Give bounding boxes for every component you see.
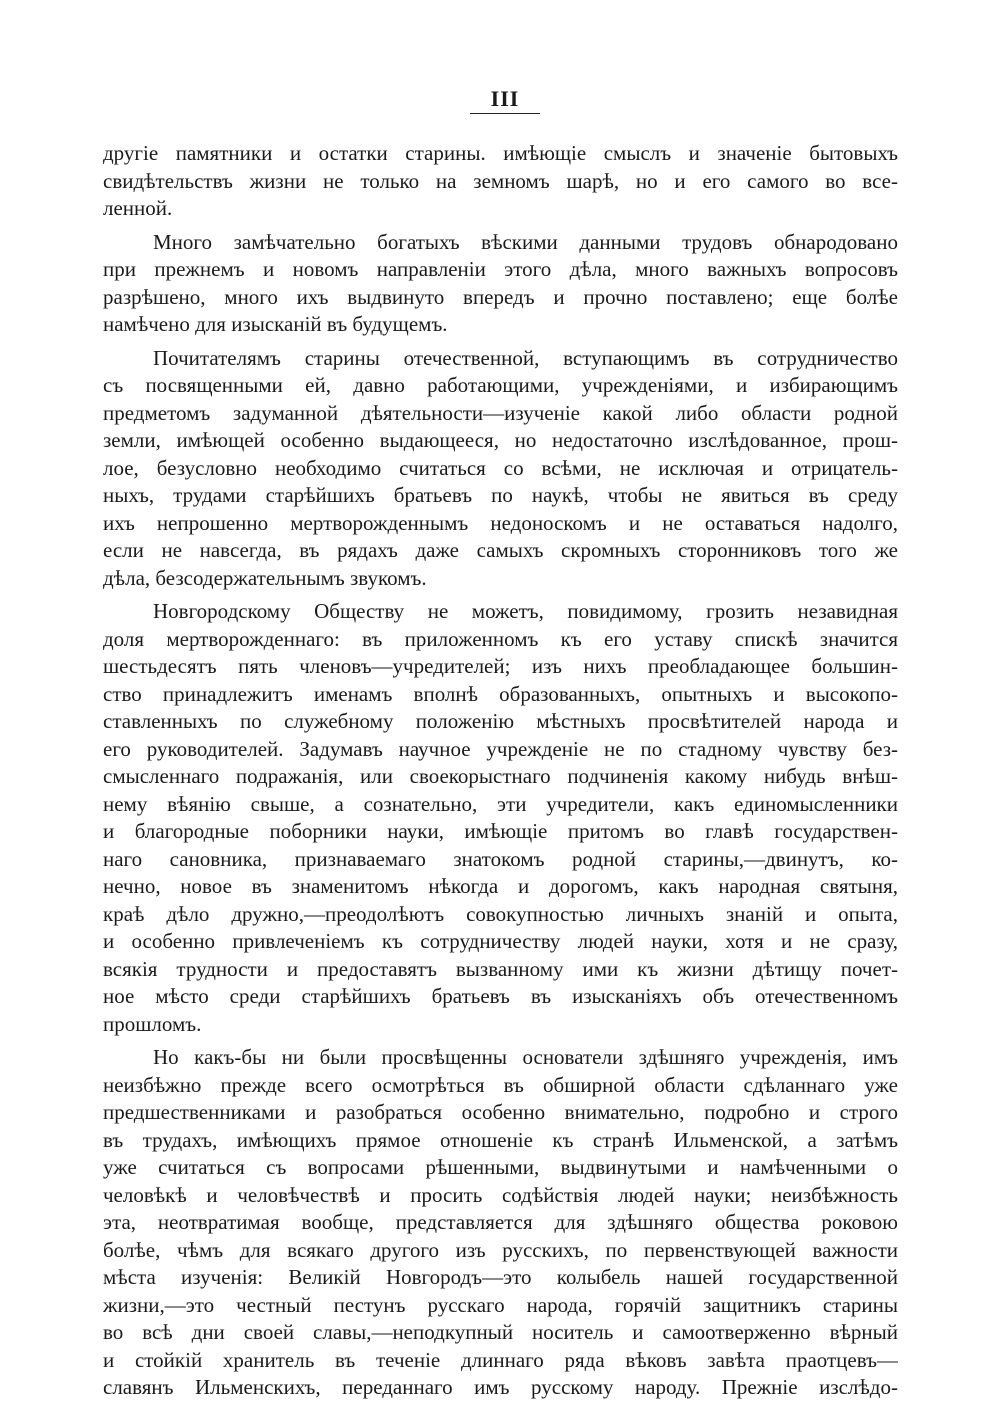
body-text — [103, 140, 898, 1402]
text-line: нечно, новое въ знаменитомъ нѣкогда и дорогомъ, какъ народная святыня, — [103, 874, 898, 898]
text-line: смысленнаго подражанія, или своекорыстнаго подчиненія какому нибудь внѣш- — [103, 764, 898, 788]
text-line: съ посвященными ей, давно работающими, учрежденіями, и избирающимъ — [103, 373, 898, 397]
paragraph — [103, 1044, 898, 1402]
text-line: Новгородскому Обществу не можетъ, повидимому, грозить незавидная — [153, 599, 898, 623]
text-line: его руководителей. Задумавъ научное учрежденіе не по стадному чувству без- — [103, 736, 898, 761]
text-line: разрѣшено, много ихъ выдвинуто впередъ и прочно поставлено; еще болѣе — [103, 284, 898, 309]
paragraph — [103, 345, 898, 593]
paragraph — [103, 598, 898, 1038]
paragraph — [103, 229, 898, 339]
text-line: ное мѣсто среди старѣйшихъ братьевъ въ изысканіяхъ объ отечественномъ — [103, 984, 898, 1008]
text-line: болѣе, чѣмъ для всякаго другого изъ русскихъ, по первенствующей важности — [103, 1237, 898, 1262]
paragraph — [103, 140, 898, 223]
text-line: и стойкій хранитель въ теченіе длиннаго ряда вѣковъ завѣта праотцевъ— — [103, 1347, 898, 1372]
text-line: если не навсегда, въ рядахъ даже самыхъ скромныхъ сторонниковъ того же — [103, 538, 898, 562]
text-line: предметомъ задуманной дѣятельности—изученіе какой либо области родной — [103, 400, 898, 425]
text-line: лое, безусловно необходимо считаться со всѣми, не исключая и отрицатель- — [103, 455, 898, 480]
text-line: и благородные поборники науки, имѣющіе притомъ во главѣ государствен- — [103, 819, 898, 843]
text-line: мѣста изученія: Великій Новгородъ—это колыбель нашей государственной — [103, 1265, 898, 1289]
text-line: земли, имѣющей особенно выдающееся, но недостаточно изслѣдованное, прош- — [103, 428, 898, 452]
text-line: въ трудахъ, имѣющихъ прямое отношеніе къ странѣ Ильменской, а затѣмъ — [103, 1127, 898, 1152]
text-line: человѣкѣ и человѣчествѣ и просить содѣйствія людей науки; неизбѣжность — [103, 1182, 898, 1207]
text-line: дѣла, безсодержательнымъ звукомъ. — [103, 565, 427, 590]
page-number: III — [490, 86, 520, 111]
text-line: наго сановника, признаваемаго знатокомъ родной старины,—двинутъ, ко- — [103, 846, 898, 871]
text-line: всякія трудности и предоставятъ вызванному ими къ жизни дѣтищу почет- — [103, 956, 898, 981]
text-line: ныхъ, трудами старѣйшихъ братьевъ по наукѣ, чтобы не явиться въ среду — [103, 483, 898, 507]
text-line: нему вѣянію свыше, а сознательно, эти учредители, какъ единомысленники — [103, 791, 898, 816]
text-line: эта, неотвратимая вообще, представляется для здѣшняго общества роковою — [103, 1210, 898, 1234]
text-line: краѣ дѣло дружно,—преодолѣютъ совокупностью личныхъ знаній и опыта, — [103, 901, 898, 926]
text-line: ленной. — [103, 196, 173, 220]
text-line: во всѣ дни своей славы,—неподкупный носитель и самоотверженно вѣрный — [103, 1320, 898, 1344]
text-line: предшественниками и разобраться особенно внимательно, подробно и строго — [103, 1100, 898, 1124]
text-line: жизни,—это честный пестунъ русскаго народа, горячій защитникъ старины — [103, 1292, 898, 1317]
header-rule — [470, 113, 540, 114]
text-line: прошломъ. — [103, 1011, 202, 1036]
text-line: ство принадлежитъ именамъ вполнѣ образованныхъ, опытныхъ и высокопо- — [103, 681, 898, 706]
text-line: Почитателямъ старины отечественной, вступающимъ въ сотрудничество — [153, 345, 898, 370]
text-line: и особенно привлеченіемъ къ сотрудничеству людей науки, хотя и не сразу, — [103, 929, 898, 953]
text-line: Много замѣчательно богатыхъ вѣскими данными трудовъ обнародовано — [153, 229, 898, 254]
text-line: неизбѣжно прежде всего осмотрѣться въ обширной области сдѣланнаго уже — [103, 1072, 898, 1097]
text-line: доля мертворожденнаго: въ приложенномъ къ его уставу спискѣ значится — [103, 626, 898, 651]
text-line: ихъ непрошенно мертворожденнымъ недоноскомъ и не оставаться надолго, — [103, 510, 898, 535]
text-line: Но какъ-бы ни были просвѣщенны основатели здѣшняго учрежденія, имъ — [153, 1045, 898, 1069]
text-line: ставленныхъ по служебному положенію мѣстныхъ просвѣтителей народа и — [103, 709, 898, 733]
text-line: свидѣтельствъ жизни не только на земномъ шарѣ, но и его самого во все- — [103, 168, 898, 193]
text-line: намѣчено для изысканій въ будущемъ. — [103, 312, 448, 336]
text-line: шестьдесятъ пять членовъ—учредителей; изъ нихъ преобладающее большин- — [103, 654, 898, 678]
text-line: при прежнемъ и новомъ направленіи этого дѣла, много важныхъ вопросовъ — [103, 257, 898, 281]
text-line: уже считаться съ вопросами рѣшенными, выдвинутыми и намѣченными о — [103, 1155, 898, 1179]
text-line: другіе памятники и остатки старины. имѣющіе смыслъ и значеніе бытовыхъ — [103, 141, 898, 165]
text-line: славянъ Ильменскихъ, переданнаго имъ русскому народу. Прежніе изслѣдо- — [103, 1375, 898, 1399]
